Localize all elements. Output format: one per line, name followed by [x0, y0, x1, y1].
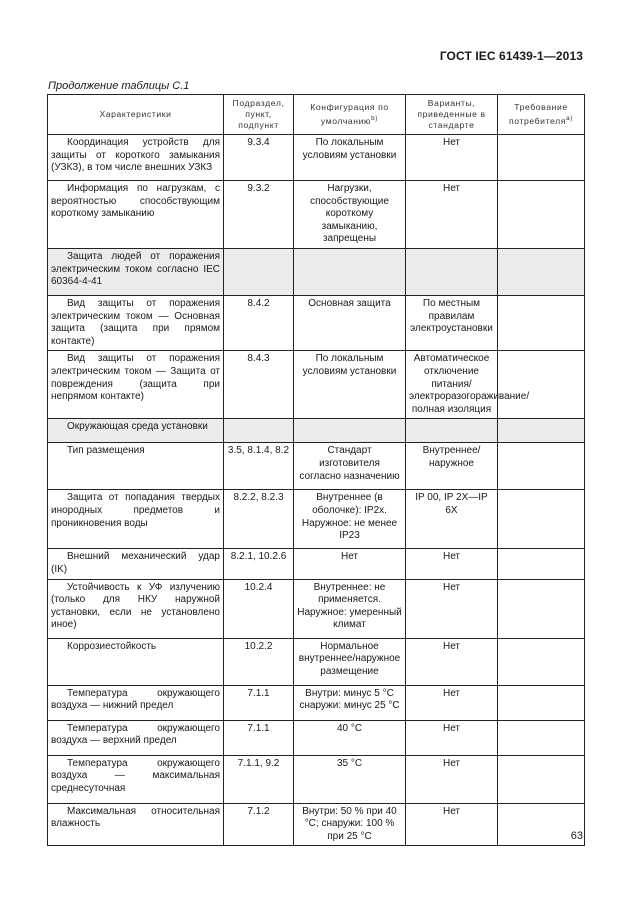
- table-row: [48, 579, 585, 638]
- characteristic-cell: Координация устройств для защиты от короткого замыкания (УЗКЗ), в том числе внешних УЗКЗ: [48, 135, 224, 181]
- variants-cell: Нет: [406, 135, 498, 181]
- variants-cell: Нет: [406, 579, 498, 638]
- column-header-default-config: Конфигурация по умолчанию$^{b)}$: [294, 95, 406, 135]
- table-caption: Продолжение таблицы С.1: [48, 80, 190, 92]
- default-config-cell: Стандарт изготовителя согласно назначению: [294, 443, 406, 490]
- variants-cell: Нет: [406, 720, 498, 755]
- user-requirement-cell: [498, 685, 585, 720]
- table-row: [48, 720, 585, 755]
- variants-cell: [406, 419, 498, 443]
- default-config-cell: 40 °С: [294, 720, 406, 755]
- default-config-cell: Внутреннее: не применяется. Наружное: умеренный климат: [294, 579, 406, 638]
- characteristic-cell: Вид защиты от поражения электрическим током — Защита от повреждения (защита при непрямом контакте): [48, 351, 224, 419]
- characteristic-cell: Тип размещения: [48, 443, 224, 490]
- table-row: [48, 755, 585, 803]
- characteristic-cell: Максимальная относительная влажность: [48, 803, 224, 846]
- user-requirement-cell: [498, 443, 585, 490]
- characteristic-cell: Температура окружающего воздуха — нижний предел: [48, 685, 224, 720]
- page-number: 63: [570, 830, 583, 842]
- subclause-cell: 9.3.2: [224, 181, 294, 249]
- variants-cell: [406, 248, 498, 295]
- default-config-cell: Внутри: минус 5 °С снаружи: минус 25 °С: [294, 685, 406, 720]
- table-row: [48, 181, 585, 249]
- characteristic-cell: Внешний механический удар (IK): [48, 549, 224, 579]
- user-requirement-cell: [498, 135, 585, 181]
- user-requirement-cell: [498, 755, 585, 803]
- variants-cell: Автоматическое отключение питания/электроразогораживание/полная изоляция: [406, 351, 498, 419]
- user-requirement-cell: [498, 248, 585, 295]
- subclause-cell: 3.5, 8.1.4, 8.2: [224, 443, 294, 490]
- characteristic-cell: Информация по нагрузкам, с вероятностью способствующим короткому замыканию: [48, 181, 224, 249]
- characteristic-cell: Температура окружающего воздуха — максимальная среднесуточная: [48, 755, 224, 803]
- table-row: [48, 638, 585, 685]
- footnote-marker-b: b): [371, 115, 379, 122]
- user-requirement-cell: [498, 181, 585, 249]
- characteristic-cell: Устойчивость к УФ излучению (только для НКУ наружной установки, если не установлено иное): [48, 579, 224, 638]
- table-body: [48, 135, 585, 846]
- section-row: [48, 419, 585, 443]
- default-config-cell: Нет: [294, 549, 406, 579]
- characteristics-table: [47, 94, 585, 846]
- subclause-cell: 10.2.4: [224, 579, 294, 638]
- standard-header: ГОСТ IEC 61439-1—2013: [439, 49, 583, 63]
- subclause-cell: 8.4.3: [224, 351, 294, 419]
- user-requirement-cell: [498, 720, 585, 755]
- subclause-cell: [224, 248, 294, 295]
- table-row: [48, 803, 585, 846]
- footnote-marker-a: a): [565, 115, 573, 122]
- column-header-subclause: Подраздел, пункт, подпункт: [224, 95, 294, 135]
- subclause-cell: 10.2.2: [224, 638, 294, 685]
- user-requirement-cell: [498, 490, 585, 549]
- subclause-cell: 8.2.1, 10.2.6: [224, 549, 294, 579]
- subclause-cell: [224, 419, 294, 443]
- characteristic-cell: Коррозиестойкость: [48, 638, 224, 685]
- subclause-cell: 9.3.4: [224, 135, 294, 181]
- characteristic-cell: Окружающая среда установки: [48, 419, 224, 443]
- column-header-characteristics: Характеристики: [48, 95, 224, 135]
- subclause-cell: 7.1.1: [224, 685, 294, 720]
- user-requirement-cell: [498, 295, 585, 350]
- default-config-cell: Нагрузки, способствующие короткому замыканию, запрещены: [294, 181, 406, 249]
- variants-cell: Нет: [406, 638, 498, 685]
- default-config-cell: [294, 248, 406, 295]
- variants-cell: IP 00, IP 2X—IP 6X: [406, 490, 498, 549]
- table-row: [48, 135, 585, 181]
- subclause-cell: 8.2.2, 8.2.3: [224, 490, 294, 549]
- table-row: [48, 490, 585, 549]
- default-config-cell: Основная защита: [294, 295, 406, 350]
- characteristic-cell: Защита людей от поражения электрическим током согласно IEC 60364-4-41: [48, 248, 224, 295]
- variants-cell: Нет: [406, 803, 498, 846]
- variants-cell: Нет: [406, 755, 498, 803]
- user-requirement-cell: [498, 351, 585, 419]
- subclause-cell: 8.4.2: [224, 295, 294, 350]
- user-requirement-cell: [498, 549, 585, 579]
- table-row: [48, 295, 585, 350]
- characteristic-cell: Температура окружающего воздуха — верхний предел: [48, 720, 224, 755]
- table-row: [48, 443, 585, 490]
- subclause-cell: 7.1.1, 9.2: [224, 755, 294, 803]
- default-config-cell: По локальным условиям установки: [294, 351, 406, 419]
- variants-cell: Нет: [406, 685, 498, 720]
- variants-cell: Нет: [406, 181, 498, 249]
- table-row: [48, 685, 585, 720]
- default-config-cell: Внутри: 50 % при 40 °С; снаружи: 100 % при 25 °С: [294, 803, 406, 846]
- subclause-cell: 7.1.1: [224, 720, 294, 755]
- default-config-cell: [294, 419, 406, 443]
- subclause-cell: 7.1.2: [224, 803, 294, 846]
- default-config-cell: По локальным условиям установки: [294, 135, 406, 181]
- column-header-variants: Варианты, приведенные в стандарте: [406, 95, 498, 135]
- section-row: [48, 248, 585, 295]
- default-config-cell: Внутреннее (в оболочке): IP2x. Наружное: не менее IP23: [294, 490, 406, 549]
- default-config-cell: 35 °С: [294, 755, 406, 803]
- characteristic-cell: Вид защиты от поражения электрическим током — Основная защита (защита при прямом контакте): [48, 295, 224, 350]
- variants-cell: По местным правилам электроустановки: [406, 295, 498, 350]
- variants-cell: Нет: [406, 549, 498, 579]
- variants-cell: Внутреннее/наружное: [406, 443, 498, 490]
- column-header-user-requirement: Требование потребителя$^{a)}$: [498, 95, 585, 135]
- table-row: [48, 549, 585, 579]
- user-requirement-cell: [498, 579, 585, 638]
- user-requirement-cell: [498, 638, 585, 685]
- user-requirement-cell: [498, 419, 585, 443]
- characteristic-cell: Защита от попадания твердых инородных предметов и проникновения воды: [48, 490, 224, 549]
- table-row: [48, 351, 585, 419]
- default-config-cell: Нормальное внутреннее/наружное размещение: [294, 638, 406, 685]
